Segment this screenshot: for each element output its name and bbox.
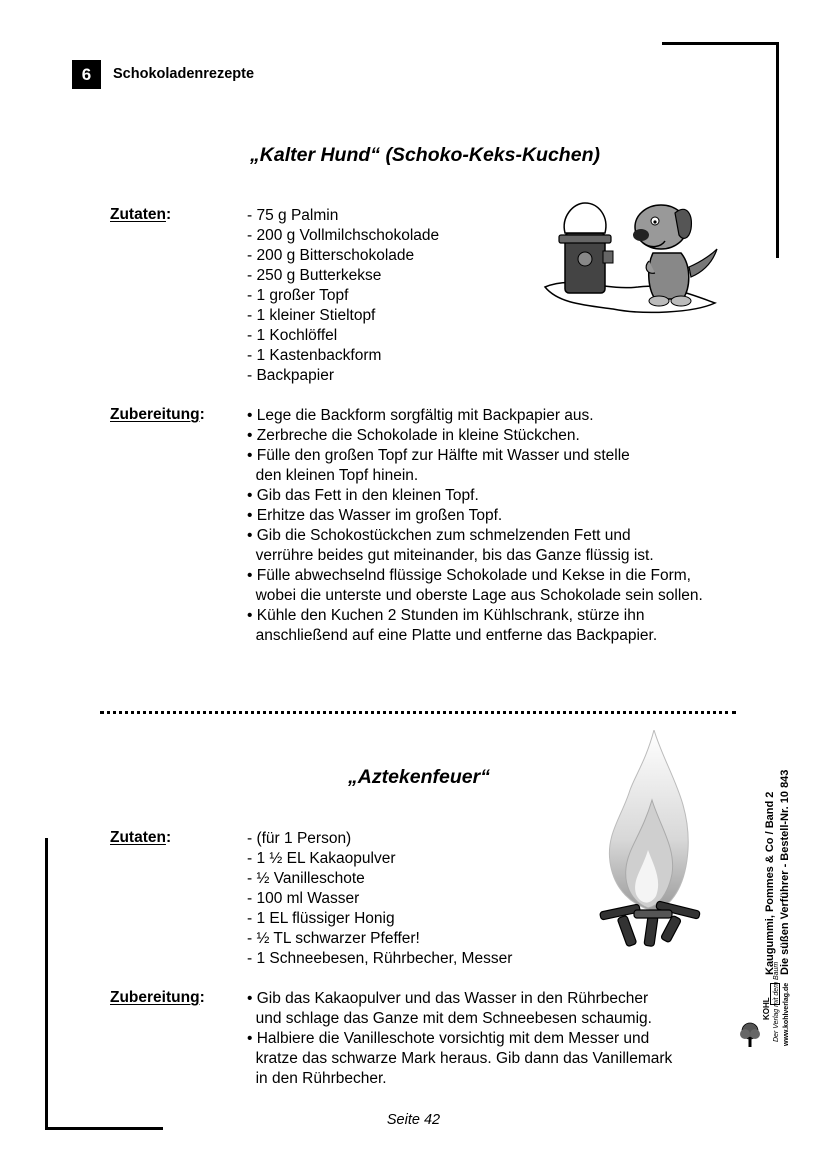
list-item: - (für 1 Person) — [247, 830, 352, 847]
list-item: den kleinen Topf hinein. — [247, 467, 419, 484]
recipe1-title: „Kalter Hund“ (Schoko-Keks-Kuchen) — [250, 144, 600, 166]
chapter-title: Schokoladenrezepte — [113, 66, 255, 82]
list-item: • Lege die Backform sorgfältig mit Backpapier aus. — [247, 407, 594, 424]
list-item: wobei die unterste und oberste Lage aus Schokolade sein sollen. — [247, 587, 703, 604]
list-item: • Gib das Kakaopulver und das Wasser in den Rührbecher — [247, 990, 649, 1007]
list-item: - 75 g Palmin — [247, 207, 339, 224]
frame-corner-bottom-left-vertical — [45, 838, 48, 1130]
list-item: • Zerbreche die Schokolade in kleine Stückchen. — [247, 427, 580, 444]
list-item: verrühre beides gut miteinander, bis das Ganze flüssig ist. — [247, 547, 654, 564]
list-item: - 200 g Bitterschokolade — [247, 247, 415, 264]
list-item: - Backpapier — [247, 367, 335, 384]
publisher-logo-box — [770, 983, 780, 1005]
list-item: - 250 g Butterkekse — [247, 267, 382, 284]
chapter-number-badge: 6 — [72, 60, 101, 89]
recipe2-ingredients-label-text: Zutaten — [110, 829, 166, 846]
recipe2-ingredients-list — [247, 829, 512, 969]
list-item: - 1 großer Topf — [247, 287, 349, 304]
dog-hydrant-illustration — [543, 195, 723, 320]
sidebar-series-line: Kaugummi, Pommes & Co / Band 2 — [764, 791, 776, 975]
tree-logo-icon — [739, 1022, 761, 1048]
list-item: • Kühle den Kuchen 2 Stunden im Kühlschrank, stürze ihn — [247, 607, 645, 624]
recipe2-preparation-label-text: Zubereitung — [110, 989, 200, 1006]
recipe1-preparation-label-text: Zubereitung — [110, 406, 200, 423]
recipe2-title: „Aztekenfeuer“ — [348, 766, 490, 788]
recipe1-steps-list — [247, 406, 703, 646]
list-item: • Halbiere die Vanilleschote vorsichtig mit dem Messer und — [247, 1030, 650, 1047]
list-item: - 1 Schneebesen, Rührbecher, Messer — [247, 950, 513, 967]
recipe1-ingredients-label: Zutaten: — [110, 206, 172, 223]
recipe2-preparation-label: Zubereitung: — [110, 989, 205, 1006]
campfire-illustration — [596, 730, 708, 952]
publisher-logo-text: KOHL — [762, 997, 771, 1020]
list-item: - 100 ml Wasser — [247, 890, 360, 907]
recipe2-steps-list — [247, 989, 672, 1089]
list-item: - ½ TL schwarzer Pfeffer! — [247, 930, 420, 947]
list-item: • Gib die Schokostückchen zum schmelzenden Fett und — [247, 527, 631, 544]
list-item: • Gib das Fett in den kleinen Topf. — [247, 487, 479, 504]
list-item: anschließend auf eine Platte und entferne das Backpapier. — [247, 627, 658, 644]
list-item: in den Rührbecher. — [247, 1070, 387, 1087]
list-item: - 200 g Vollmilchschokolade — [247, 227, 440, 244]
recipe1-ingredients-list — [247, 206, 439, 386]
list-item: - ½ Vanilleschote — [247, 870, 365, 887]
list-item: - 1 Kochlöffel — [247, 327, 338, 344]
recipe1-ingredients-label-text: Zutaten — [110, 206, 166, 223]
list-item: und schlage das Ganze mit dem Schneebesen schaumig. — [247, 1010, 652, 1027]
frame-corner-top-right-horizontal — [662, 42, 779, 45]
list-item: kratze das schwarze Mark heraus. Gib dann das Vanillemark — [247, 1050, 673, 1067]
list-item: • Erhitze das Wasser im großen Topf. — [247, 507, 503, 524]
list-item: - 1 kleiner Stieltopf — [247, 307, 376, 324]
list-item: - 1 Kastenbackform — [247, 347, 382, 364]
list-item: - 1 EL flüssiger Honig — [247, 910, 395, 927]
list-item: • Fülle abwechselnd flüssige Schokolade und Kekse in die Form, — [247, 567, 691, 584]
recipe1-preparation-label: Zubereitung: — [110, 406, 205, 423]
sidebar-title-line: Die süßen Verführer - Bestell-Nr. 10 843 — [779, 769, 791, 975]
section-divider — [100, 711, 736, 714]
publisher-slogan: Der Verlag mit dem Baum — [773, 961, 780, 1042]
list-item: - 1 ½ EL Kakaopulver — [247, 850, 396, 867]
list-item: • Fülle den großen Topf zur Hälfte mit Wasser und stelle — [247, 447, 630, 464]
recipe2-ingredients-label: Zutaten: — [110, 829, 172, 846]
page-number: Seite 42 — [386, 1112, 441, 1128]
publisher-url: www.kohlverlag.de — [783, 982, 790, 1046]
